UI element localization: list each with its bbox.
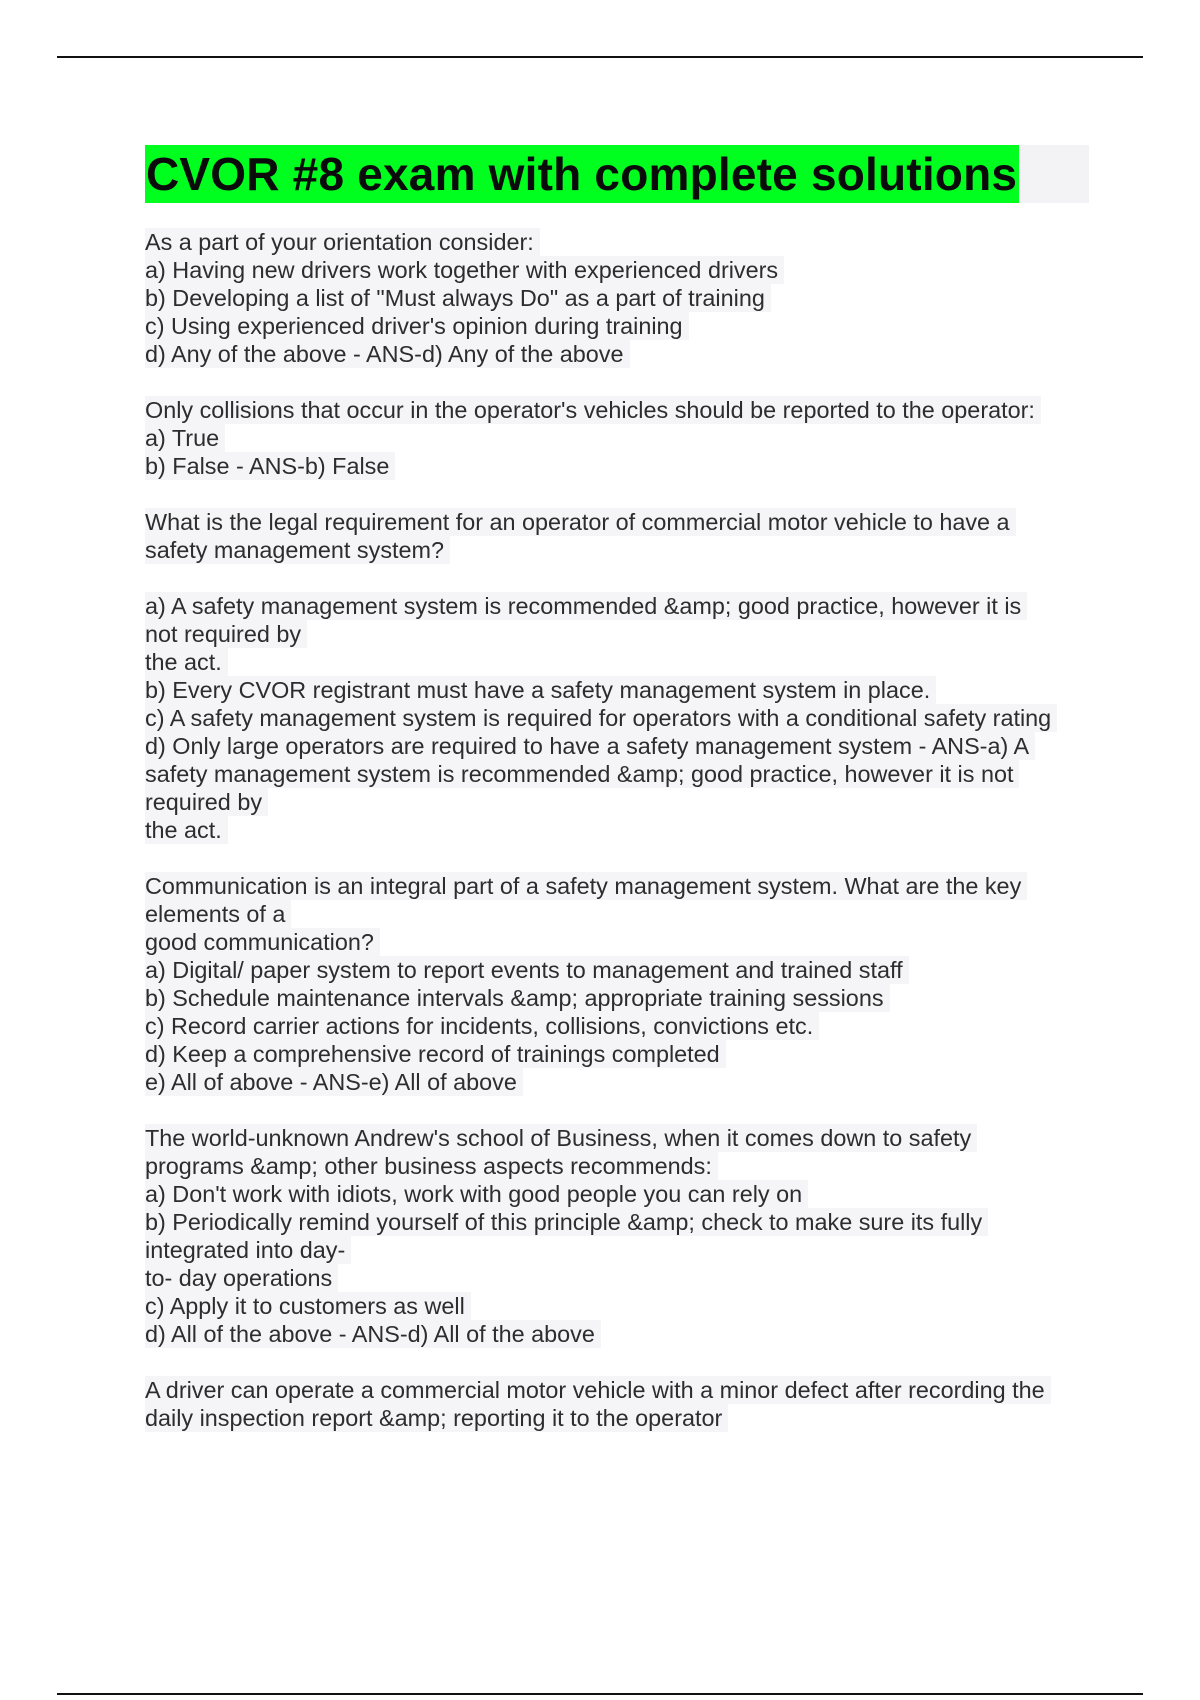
question-line: d) All of the above - ANS-d) All of the above <box>145 1320 601 1348</box>
question-line: a) True <box>145 424 225 452</box>
question-list <box>145 228 1095 1460</box>
question-block <box>145 228 1095 368</box>
document-title: CVOR #8 exam with complete solutions <box>145 145 1019 203</box>
question-line: b) Developing a list of "Must always Do" as a part of training <box>145 284 771 312</box>
question-block <box>145 508 1095 844</box>
question-line: d) Only large operators are required to have a safety management system - ANS-a) A <box>145 732 1035 760</box>
question-line: not required by <box>145 620 307 648</box>
question-line: d) Any of the above - ANS-d) Any of the above <box>145 340 630 368</box>
question-line: a) Digital/ paper system to report events to management and trained staff <box>145 956 909 984</box>
question-line: the act. <box>145 816 228 844</box>
question-line: b) Every CVOR registrant must have a safety management system in place. <box>145 676 936 704</box>
question-block <box>145 872 1095 1096</box>
question-line: safety management system? <box>145 536 450 564</box>
bottom-rule <box>57 1693 1143 1695</box>
question-line: b) Periodically remind yourself of this principle &amp; check to make sure its fully <box>145 1208 988 1236</box>
question-line: b) False - ANS-b) False <box>145 452 395 480</box>
top-rule <box>57 56 1143 58</box>
question-block <box>145 396 1095 480</box>
question-line: d) Keep a comprehensive record of trainings completed <box>145 1040 726 1068</box>
question-line: c) Apply it to customers as well <box>145 1292 471 1320</box>
question-line: a) Having new drivers work together with experienced drivers <box>145 256 784 284</box>
question-line: b) Schedule maintenance intervals &amp; appropriate training sessions <box>145 984 890 1012</box>
blank-line <box>145 564 1095 592</box>
question-line: c) Record carrier actions for incidents, collisions, convictions etc. <box>145 1012 819 1040</box>
question-line: required by <box>145 788 268 816</box>
question-line: safety management system is recommended &amp; good practice, however it is not <box>145 760 1019 788</box>
question-line: e) All of above - ANS-e) All of above <box>145 1068 523 1096</box>
question-text: A driver can operate a commercial motor vehicle with a minor defect after recording the <box>145 1376 1051 1404</box>
question-line: daily inspection report &amp; reporting it to the operator <box>145 1404 728 1432</box>
question-line: a) A safety management system is recommended &amp; good practice, however it is <box>145 592 1027 620</box>
question-line: the act. <box>145 648 228 676</box>
question-line: to- day operations <box>145 1264 338 1292</box>
question-line: integrated into day- <box>145 1236 351 1264</box>
question-line: c) A safety management system is required for operators with a conditional safety rating <box>145 704 1057 732</box>
question-block <box>145 1124 1095 1348</box>
question-line: good communication? <box>145 928 380 956</box>
question-line: a) Don't work with idiots, work with good people you can rely on <box>145 1180 808 1208</box>
question-line: elements of a <box>145 900 291 928</box>
question-text: As a part of your orientation consider: <box>145 228 540 256</box>
question-text: Only collisions that occur in the operator's vehicles should be reported to the operator: <box>145 396 1041 424</box>
title-block <box>145 145 1089 203</box>
question-block <box>145 1376 1095 1432</box>
question-text: Communication is an integral part of a safety management system. What are the key <box>145 872 1027 900</box>
question-text: The world-unknown Andrew's school of Business, when it comes down to safety <box>145 1124 977 1152</box>
question-text: What is the legal requirement for an operator of commercial motor vehicle to have a <box>145 508 1016 536</box>
question-line: c) Using experienced driver's opinion during training <box>145 312 689 340</box>
question-line: programs &amp; other business aspects recommends: <box>145 1152 718 1180</box>
